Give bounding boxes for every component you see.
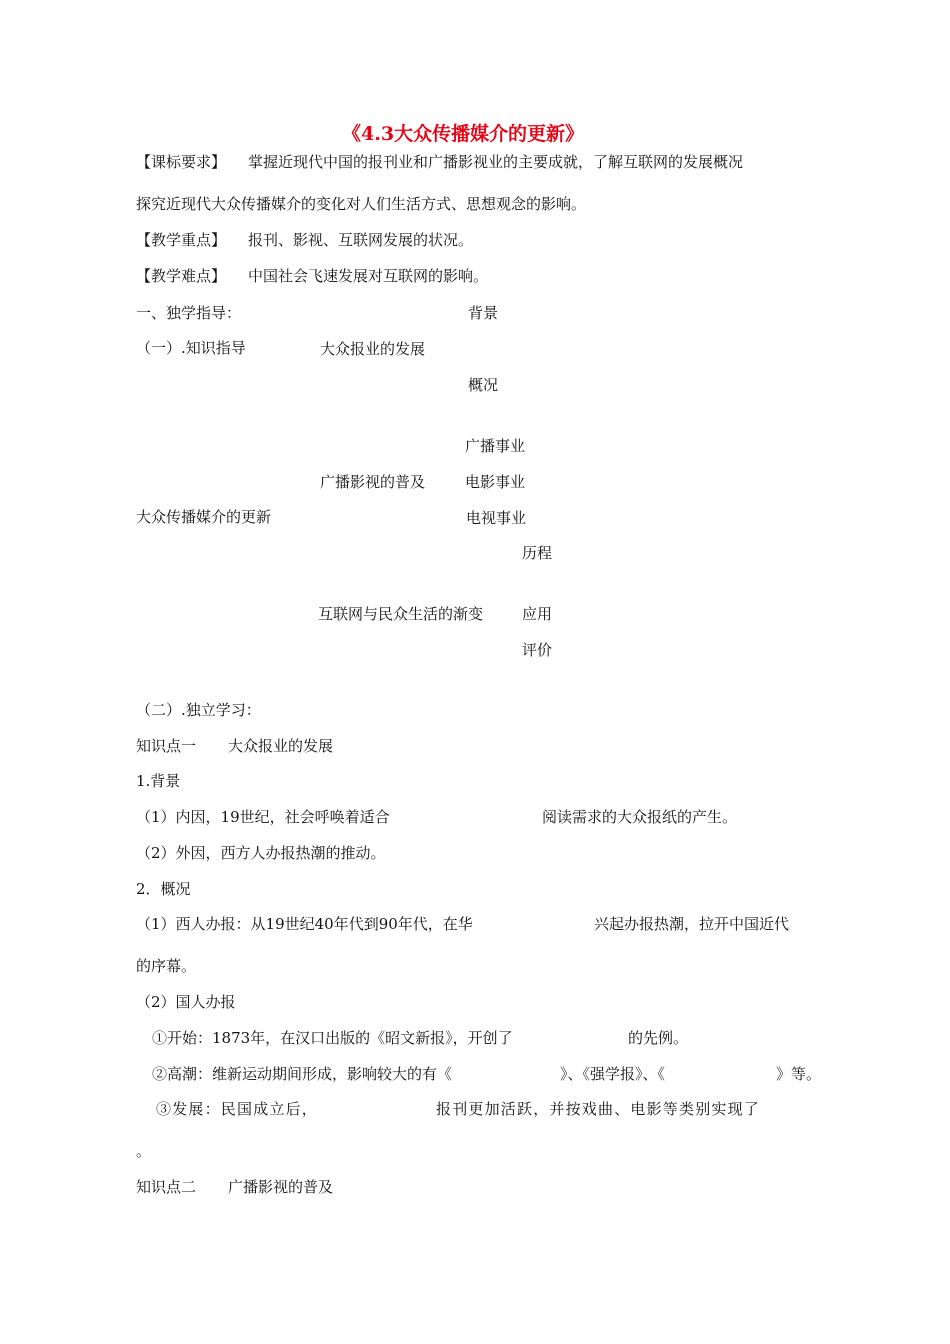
knowledge-point-title: 大众报业的发展 (228, 737, 334, 755)
outline-leaf: 电视事业 (466, 509, 527, 527)
outline-leaf: 广播事业 (465, 437, 526, 455)
difficulty-text: 中国社会飞速发展对互联网的影响。 (248, 267, 489, 285)
outline-leaf: 背景 (468, 304, 499, 322)
key-point-label: 【教学重点】 (136, 231, 227, 249)
paragraph: 。 (136, 1142, 152, 1160)
paragraph: 》等。 (776, 1065, 822, 1083)
knowledge-point-title: 广播影视的普及 (228, 1178, 334, 1196)
paragraph: （1）内因，19世纪，社会呼唤着适合 (136, 808, 390, 826)
subsection-heading: （一）.知识指导 (136, 339, 246, 357)
page-title: 《4.3大众传播媒介的更新》 (342, 123, 585, 145)
paragraph: ③发展：民国成立后， (156, 1100, 319, 1118)
paragraph: 阅读需求的大众报纸的产生。 (542, 808, 738, 826)
paragraph: 的先例。 (628, 1029, 689, 1047)
outline-leaf: 电影事业 (465, 473, 526, 491)
outline-root: 大众传播媒介的更新 (136, 508, 272, 526)
requirements-text-2: 探究近现代大众传播媒介的变化对人们生活方式、思想观念的影响。 (136, 195, 587, 213)
outline-branch: 广播影视的普及 (320, 473, 426, 491)
requirements-text: 掌握近现代中国的报刊业和广播影视业的主要成就，了解互联网的发展概况 (248, 153, 744, 171)
outline-leaf: 应用 (522, 605, 553, 623)
paragraph: 2．概况 (136, 880, 191, 898)
paragraph: （1）西人办报：从19世纪40年代到90年代，在华 (136, 915, 473, 933)
paragraph: 报刊更加活跃，并按戏曲、电影等类别实现了 (436, 1100, 761, 1118)
key-point-text: 报刊、影视、互联网发展的状况。 (248, 231, 474, 249)
paragraph: 的序幕。 (136, 957, 197, 975)
outline-leaf: 历程 (522, 544, 553, 562)
outline-branch: 互联网与民众生活的渐变 (318, 605, 484, 623)
knowledge-point-label: 知识点一 (136, 737, 197, 755)
paragraph: （2）外因，西方人办报热潮的推动。 (136, 844, 386, 862)
paragraph: ①开始：1873年，在汉口出版的《昭文新报》，开创了 (152, 1029, 513, 1047)
paragraph: ②高潮：维新运动期间形成，影响较大的有《 (152, 1065, 453, 1083)
requirements-label: 【课标要求】 (136, 153, 227, 171)
outline-leaf: 评价 (522, 641, 553, 659)
paragraph: 》、《强学报》、《 (560, 1065, 666, 1083)
paragraph: （2）国人办报 (136, 993, 236, 1011)
outline-leaf: 概况 (468, 376, 499, 394)
difficulty-label: 【教学难点】 (136, 267, 227, 285)
section-heading: 一、独学指导： (136, 304, 242, 322)
outline-branch: 大众报业的发展 (320, 340, 426, 358)
paragraph: 兴起办报热潮，拉开中国近代 (594, 915, 790, 933)
knowledge-point-label: 知识点二 (136, 1178, 197, 1196)
subsection-heading: （二）.独立学习： (136, 701, 261, 719)
paragraph: 1.背景 (136, 772, 181, 790)
